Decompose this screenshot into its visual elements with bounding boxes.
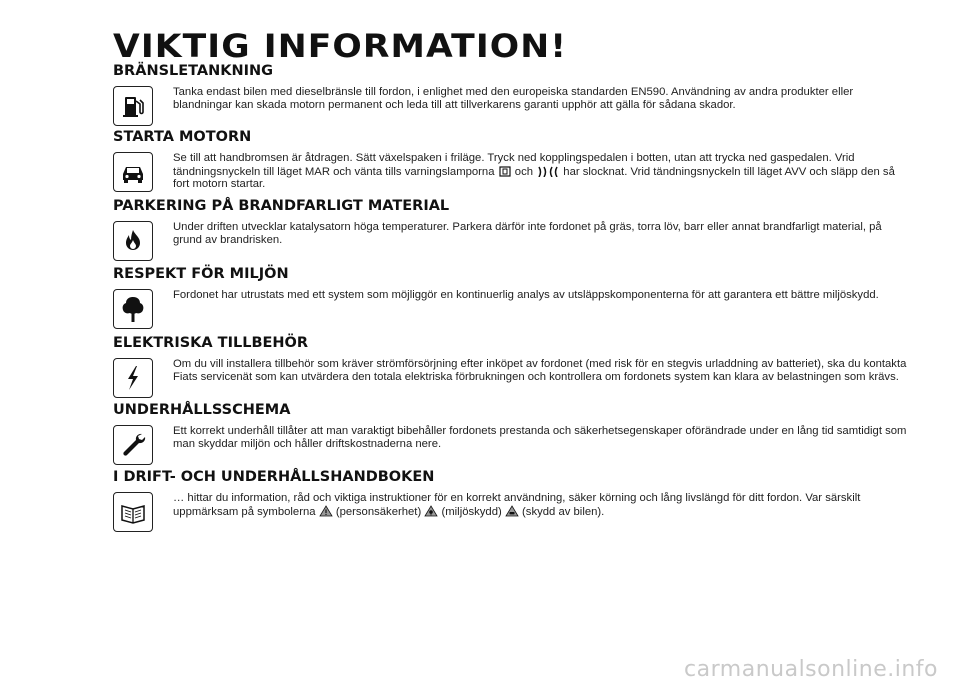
watermark: carmanualsonline.info: [684, 657, 938, 682]
environment-warning-icon: [424, 505, 438, 517]
section-maintenance: [113, 401, 913, 461]
section-start-engine: [113, 128, 913, 202]
fuel-pump-icon: [113, 86, 153, 126]
section-text: Om du vill installera tillbehör som kräver strömförsörjning efter inköpet av fordonet (med risk för en stegvis urladdning av batteriet), ska du kontakta Fiats servicenät som kan utvärdera den totala elektriska förbrukningen och kontrollera om fordonets system kan klara av belastningen som krävs.: [173, 358, 907, 383]
section-text: Under driften utvecklar katalysatorn höga temperaturer. Parkera därför inte fordonet på gräs, torra löv, barr eller annat brandfarligt material, på grund av brandrisken.: [173, 221, 882, 246]
section-heading: BRÄNSLETANKNING: [113, 63, 274, 79]
section-environment: [113, 265, 913, 313]
section-text-part: och: [514, 165, 533, 178]
section-text: [173, 492, 913, 518]
section-heading: UNDERHÅLLSSCHEMA: [113, 402, 291, 418]
flame-icon: [113, 221, 153, 261]
glow-plug-icon: [536, 165, 560, 177]
page-title: VIKTIG INFORMATION!: [113, 27, 568, 65]
section-text: Ett korrekt underhåll tillåter att man varaktigt bibehåller fordonets prestanda och säkerhetsegenskaper oförändrade under en lång tid samtidigt som man skyddar miljön och håller driftskostnaderna nere.: [173, 425, 907, 450]
warning-lamp-icon: [498, 165, 512, 177]
section-heading: PARKERING PÅ BRANDFARLIGT MATERIAL: [113, 198, 450, 214]
section-text-part: (miljöskydd): [441, 505, 502, 518]
wrench-icon: [113, 425, 153, 465]
section-fuel: [113, 62, 913, 122]
section-text-part: (skydd av bilen).: [522, 505, 605, 518]
section-text-part: Se till att handbromsen är åtdragen. Sätt växelspaken i friläge. Tryck ned kopplingspedalen i botten, utan att trycka ned gaspedalen. Vrid tändningsnyckeln till läget MAR och vänta tills varningslamporna: [173, 152, 855, 178]
section-heading: I DRIFT- OCH UNDERHÅLLSHANDBOKEN: [113, 469, 435, 485]
lightning-icon: [113, 358, 153, 398]
open-book-icon: [113, 492, 153, 532]
section-heading: STARTA MOTORN: [113, 129, 252, 145]
car-front-icon: [113, 152, 153, 192]
section-text: Tanka endast bilen med dieselbränsle till fordon, i enlighet med den europeiska standarden EN590. Användning av andra produkter eller blandningar kan skada motorn permanent och leda till att tillverkarens garanti upphör att gälla för sådana skador.: [173, 86, 854, 111]
section-text: [173, 152, 913, 191]
section-heading: ELEKTRISKA TILLBEHÖR: [113, 335, 309, 351]
person-safety-warning-icon: [319, 505, 333, 517]
section-handbook: [113, 468, 913, 529]
section-text-part: (personsäkerhet): [335, 505, 422, 518]
tree-icon: [113, 289, 153, 329]
section-text-part: … hittar du information, råd och viktiga instruktioner för en korrekt användning, säker körning och lång livslängd för ditt fordon. Var särskilt uppmärksam på symbolerna: [173, 492, 861, 518]
section-heading: RESPEKT FÖR MILJÖN: [113, 266, 289, 282]
section-text-part: har slocknat. Vrid tändningsnyckeln till läget AVV och släpp den så fort motorn startar.: [173, 165, 895, 190]
section-electrical: [113, 334, 913, 394]
vehicle-warning-icon: [505, 505, 519, 517]
section-text: Fordonet har utrustats med ett system som möjliggör en kontinuerlig analys av utsläppskomponenterna för att garantera ett bättre miljöskydd.: [173, 289, 879, 301]
section-parking: [113, 197, 913, 257]
